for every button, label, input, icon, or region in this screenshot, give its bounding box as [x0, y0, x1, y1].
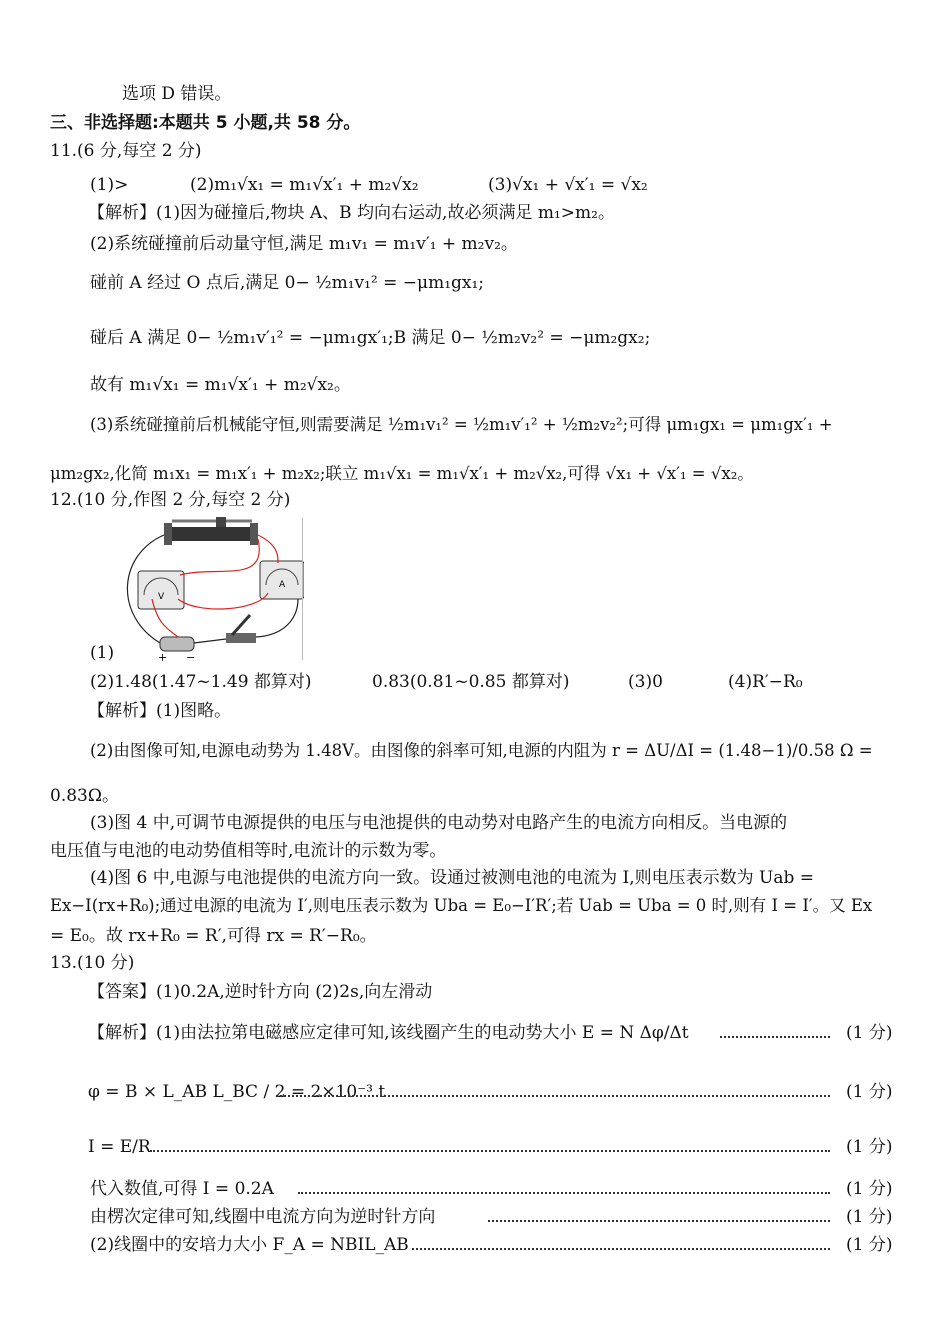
analysis-line: 【解析】(1)由法拉第电磁感应定律可知,该线圈产生的电动势大小 E = N Δφ/Δt [88, 1023, 689, 1043]
circuit-diagram [118, 515, 304, 661]
analysis-line: 由楞次定律可知,线圈中电流方向为逆时针方向 [90, 1207, 436, 1227]
ammeter-label: A [279, 580, 286, 590]
voltmeter-label: V [158, 592, 165, 602]
analysis-line: 电压值与电池的电动势值相等时,电流计的示数为零。 [50, 841, 447, 861]
analysis-line: Ex−I(rx+R₀);通过电源的电流为 I′,则电压表示数为 Uba = E₀−I′R′;若 Uab = Uba = 0 时,则有 I = I′。又 Ex [50, 896, 873, 915]
battery-plus: + [158, 651, 168, 661]
rheostat-coil [168, 527, 254, 541]
answer-11-1: (1)> [90, 175, 129, 195]
analysis-line: φ = B × L_AB L_BC / 2 = 2×10⁻³ t [88, 1082, 386, 1102]
answer-12-2b: 0.83(0.81~0.85 都算对) [372, 672, 570, 692]
answer-11-2: (2)m₁√x₁ = m₁√x′₁ + m₂√x₂ [190, 175, 419, 195]
section-heading: 三、非选择题:本题共 5 小题,共 58 分。 [50, 113, 361, 133]
question-12-header: 12.(10 分,作图 2 分,每空 2 分) [50, 490, 291, 510]
analysis-line: μm₂gx₂,化简 m₁x₁ = m₁x′₁ + m₂x₂;联立 m₁√x₁ = m₁√x′₁ + m₂√x₂,可得 √x₁ + √x′₁ = √x₂。 [50, 464, 754, 483]
analysis-line: 【解析】(1)图略。 [88, 701, 232, 721]
answer-12-1: (1) [90, 643, 115, 663]
leader-dots [298, 1192, 830, 1194]
leader-dots [276, 1095, 830, 1097]
analysis-line: 代入数值,可得 I = 0.2A [90, 1179, 274, 1199]
analysis-line: 碰前 A 经过 O 点后,满足 0− ½m₁v₁² = −μm₁gx₁; [90, 273, 485, 293]
score-point: (1 分) [846, 1137, 893, 1157]
analysis-line: 0.83Ω。 [50, 786, 119, 806]
battery [160, 637, 194, 651]
leader-dots [150, 1150, 830, 1152]
score-point: (1 分) [846, 1023, 893, 1043]
score-point: (1 分) [846, 1082, 893, 1102]
analysis-line: 故有 m₁√x₁ = m₁√x′₁ + m₂√x₂。 [90, 375, 351, 395]
leader-dots [412, 1248, 830, 1250]
switch [226, 633, 256, 643]
answer-12-4: (4)R′−R₀ [728, 672, 803, 692]
question-11-header: 11.(6 分,每空 2 分) [50, 141, 202, 161]
text-line: 选项 D 错误。 [122, 84, 232, 104]
answer-12-2a: (2)1.48(1.47~1.49 都算对) [90, 672, 312, 692]
analysis-line: (2)线圈中的安培力大小 F_A = NBIL_AB [90, 1235, 409, 1255]
score-point: (1 分) [846, 1207, 893, 1227]
analysis-line: 碰后 A 满足 0− ½m₁v′₁² = −μm₁gx′₁;B 满足 0− ½m₂v₂² = −μm₂gx₂; [90, 328, 651, 348]
analysis-line: (3)图 4 中,可调节电源提供的电压与电池提供的电动势对电路产生的电流方向相反。当电源的 [90, 813, 788, 833]
leader-dots [488, 1220, 830, 1222]
answer-11-3: (3)√x₁ + √x′₁ = √x₂ [488, 175, 648, 195]
answer-12-3: (3)0 [628, 672, 663, 692]
score-point: (1 分) [846, 1235, 893, 1255]
score-point: (1 分) [846, 1179, 893, 1199]
divider [302, 518, 303, 660]
analysis-line: = E₀。故 rx+R₀ = R′,可得 rx = R′−R₀。 [50, 926, 377, 946]
answer-13: 【答案】(1)0.2A,逆时针方向 (2)2s,向左滑动 [88, 982, 433, 1002]
analysis-line: 【解析】(1)因为碰撞后,物块 A、B 均向右运动,故必须满足 m₁>m₂。 [88, 203, 615, 223]
leader-dots [720, 1036, 830, 1038]
analysis-line: (3)系统碰撞前后机械能守恒,则需要满足 ½m₁v₁² = ½m₁v′₁² + ½m₂v₂²;可得 μm₁gx₁ = μm₁gx′₁ + [90, 415, 833, 434]
analysis-line: I = E/R [88, 1137, 151, 1157]
question-13-header: 13.(10 分) [50, 953, 135, 973]
analysis-line: (2)由图像可知,电源电动势为 1.48V。由图像的斜率可知,电源的内阻为 r = ΔU/ΔI = (1.48−1)/0.58 Ω = [90, 741, 873, 760]
analysis-line: (2)系统碰撞前后动量守恒,满足 m₁v₁ = m₁v′₁ + m₂v₂。 [90, 234, 518, 254]
analysis-line: (4)图 6 中,电源与电池提供的电流方向一致。设通过被测电池的电流为 I,则电压表示数为 Uab = [90, 868, 815, 888]
battery-minus: − [186, 651, 196, 661]
